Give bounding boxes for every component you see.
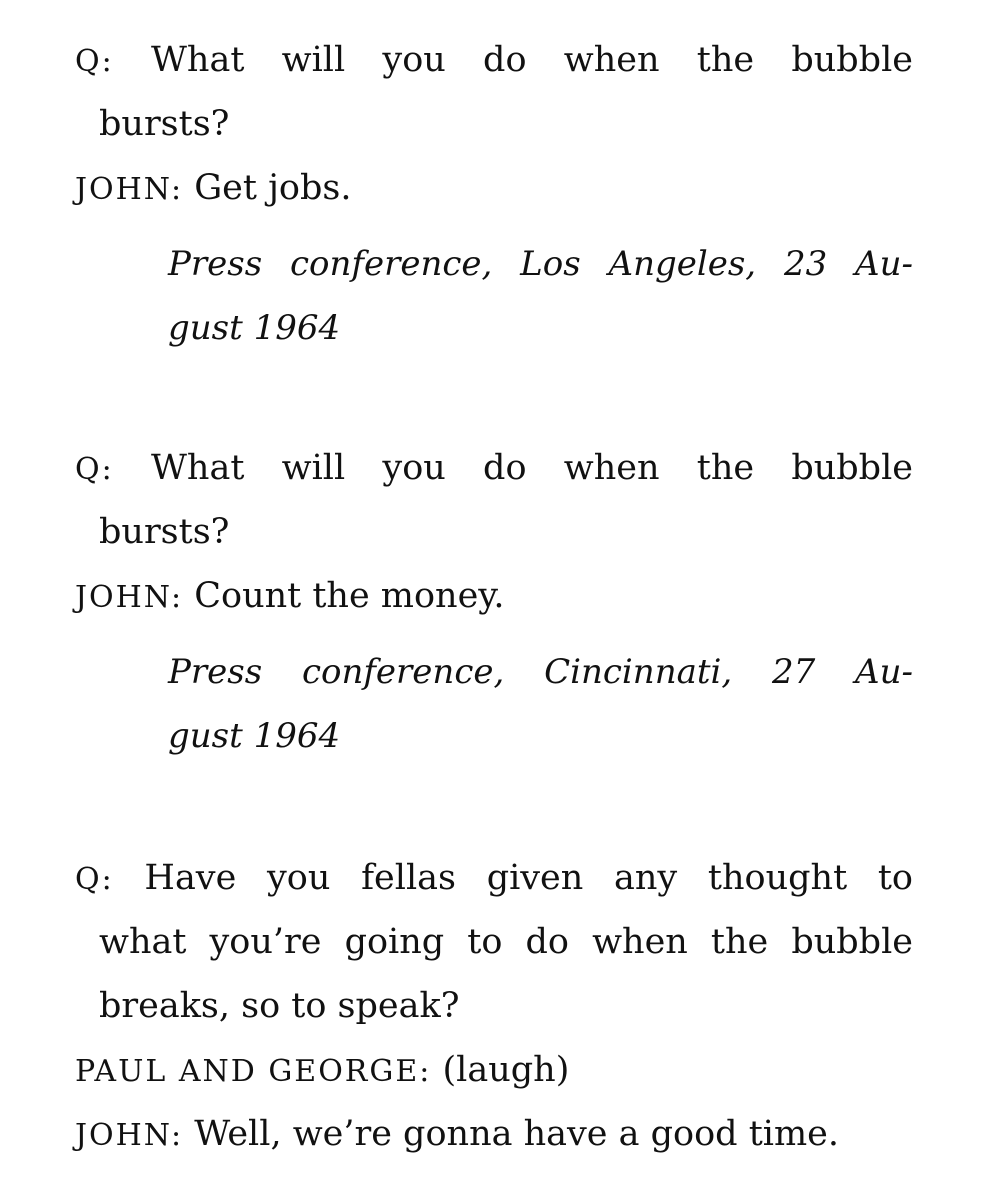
source-citation-continued: gust 1964 — [168, 716, 341, 756]
speaker-label: JOHN: — [75, 580, 184, 615]
speaker-label: JOHN: — [75, 1118, 184, 1153]
question-line — [75, 28, 913, 94]
speaker-label: PAUL AND GEORGE: — [75, 1054, 432, 1089]
answer-line — [75, 156, 913, 222]
speaker-label: Q: — [75, 862, 114, 897]
reaction-text: (laugh) — [442, 1050, 570, 1090]
reaction-line — [75, 1038, 913, 1104]
answer-text: Well, we’re gonna have a good time. — [194, 1114, 839, 1154]
source-citation-continued: gust 1964 — [168, 308, 341, 348]
speaker-label: Q: — [75, 44, 114, 79]
question-line-continued: breaks, so to speak? — [99, 986, 460, 1026]
speaker-label: Q: — [75, 452, 114, 487]
question-text: Have you fellas given any thought to — [144, 858, 913, 898]
answer-text: Get jobs. — [194, 168, 352, 208]
source-citation: Press conference, Cincinnati, 27 Au- — [168, 652, 913, 692]
question-text: What will you do when the bubble — [150, 448, 913, 488]
source-citation: Press conference, Los Angeles, 23 Au- — [168, 244, 913, 284]
speaker-label: JOHN: — [75, 172, 184, 207]
question-line-continued: bursts? — [99, 104, 230, 144]
question-line — [75, 846, 913, 912]
question-line-continued: bursts? — [99, 512, 230, 552]
answer-line — [75, 1102, 913, 1168]
answer-line — [75, 564, 913, 630]
answer-text: Count the money. — [194, 576, 505, 616]
question-line — [75, 436, 913, 502]
question-line-continued: what you’re going to do when the bubble — [99, 922, 913, 962]
question-text: What will you do when the bubble — [150, 40, 913, 80]
